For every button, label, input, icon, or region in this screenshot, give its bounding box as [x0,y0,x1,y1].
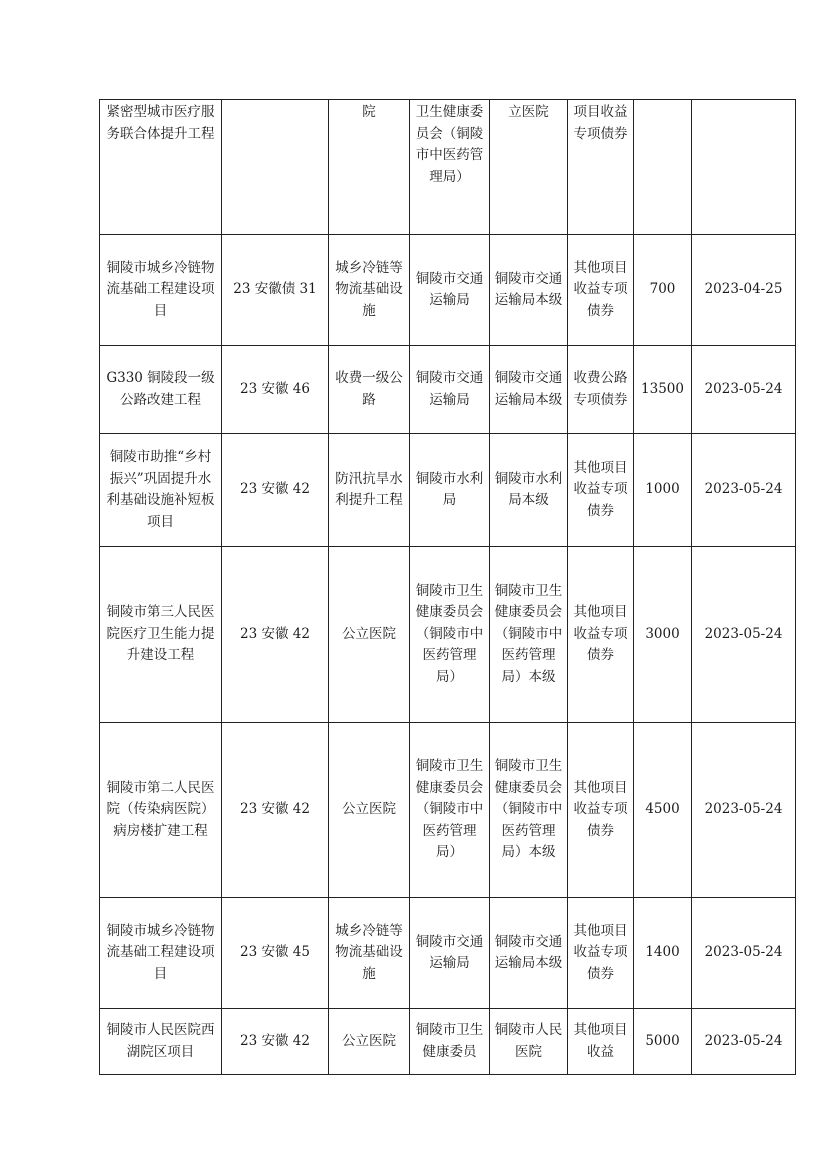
department-cell: 铜陵市交通运输局 [410,346,490,434]
issue-date-cell: 2023-05-24 [692,723,796,898]
project-name-cell: 铜陵市第二人民医院（传染病医院）病房楼扩建工程 [100,723,222,898]
project-name-cell: 铜陵市城乡冷链物流基础工程建设项目 [100,898,222,1009]
bond-type-cell: 其他项目收益专项债券 [568,235,634,346]
issue-date-cell: 2023-05-24 [692,898,796,1009]
table-row [100,434,796,547]
department-cell: 铜陵市卫生健康委员会（铜陵市中医药管理局） [410,547,490,723]
table-row [100,723,796,898]
unit-cell: 铜陵市水利局本级 [490,434,568,547]
unit-cell: 铜陵市交通运输局本级 [490,235,568,346]
unit-cell: 立医院 [490,100,568,235]
issue-date-cell: 2023-05-24 [692,434,796,547]
category-cell: 公立医院 [329,1009,410,1075]
department-cell: 铜陵市交通运输局 [410,898,490,1009]
bond-name-cell: 23 安徽 45 [222,898,329,1009]
table-row [100,1009,796,1075]
table-row [100,547,796,723]
table-row [100,235,796,346]
issue-date-cell: 2023-05-24 [692,1009,796,1075]
bond-name-cell: 23 安徽 42 [222,547,329,723]
project-name-cell: G330 铜陵段一级公路改建工程 [100,346,222,434]
issue-date-cell: 2023-04-25 [692,235,796,346]
department-cell: 铜陵市交通运输局 [410,235,490,346]
unit-cell: 铜陵市卫生健康委员会（铜陵市中医药管理局）本级 [490,723,568,898]
amount-cell: 1000 [634,434,692,547]
department-cell: 卫生健康委员会（铜陵市中医药管理局） [410,100,490,235]
issue-date-cell: 2023-05-24 [692,346,796,434]
bond-name-cell: 23 安徽 46 [222,346,329,434]
bond-type-cell: 其他项目收益专项债券 [568,898,634,1009]
amount-cell: 700 [634,235,692,346]
table-row [100,100,796,235]
category-cell: 院 [329,100,410,235]
bond-type-cell: 项目收益专项债券 [568,100,634,235]
bond-type-cell: 其他项目收益专项债券 [568,723,634,898]
bond-type-cell: 其他项目收益专项债券 [568,434,634,547]
bond-name-cell: 23 安徽 42 [222,723,329,898]
category-cell: 公立医院 [329,547,410,723]
amount-cell: 13500 [634,346,692,434]
category-cell: 城乡冷链等物流基础设施 [329,235,410,346]
bond-name-cell: 23 安徽 42 [222,434,329,547]
amount-cell: 1400 [634,898,692,1009]
unit-cell: 铜陵市交通运输局本级 [490,898,568,1009]
category-cell: 收费一级公路 [329,346,410,434]
amount-cell: 3000 [634,547,692,723]
unit-cell: 铜陵市交通运输局本级 [490,346,568,434]
bond-type-cell: 其他项目收益专项债券 [568,547,634,723]
department-cell: 铜陵市水利局 [410,434,490,547]
unit-cell: 铜陵市人民医院 [490,1009,568,1075]
project-name-cell: 铜陵市人民医院西湖院区项目 [100,1009,222,1075]
table-row [100,346,796,434]
project-name-cell: 紧密型城市医疗服务联合体提升工程 [100,100,222,235]
unit-cell: 铜陵市卫生健康委员会（铜陵市中医药管理局）本级 [490,547,568,723]
category-cell: 公立医院 [329,723,410,898]
project-name-cell: 铜陵市第三人民医院医疗卫生能力提升建设工程 [100,547,222,723]
bond-name-cell [222,100,329,235]
table-row [100,898,796,1009]
amount-cell: 5000 [634,1009,692,1075]
project-name-cell: 铜陵市城乡冷链物流基础工程建设项目 [100,235,222,346]
bond-projects-table [99,99,796,1075]
project-name-cell: 铜陵市助推“乡村振兴”巩固提升水利基础设施补短板项目 [100,434,222,547]
bond-type-cell: 收费公路专项债券 [568,346,634,434]
amount-cell: 4500 [634,723,692,898]
category-cell: 防汛抗旱水利提升工程 [329,434,410,547]
amount-cell [634,100,692,235]
bond-type-cell: 其他项目收益 [568,1009,634,1075]
issue-date-cell: 2023-05-24 [692,547,796,723]
bond-name-cell: 23 安徽债 31 [222,235,329,346]
issue-date-cell [692,100,796,235]
department-cell: 铜陵市卫生健康委员 [410,1009,490,1075]
category-cell: 城乡冷链等物流基础设施 [329,898,410,1009]
bond-name-cell: 23 安徽 42 [222,1009,329,1075]
department-cell: 铜陵市卫生健康委员会（铜陵市中医药管理局） [410,723,490,898]
